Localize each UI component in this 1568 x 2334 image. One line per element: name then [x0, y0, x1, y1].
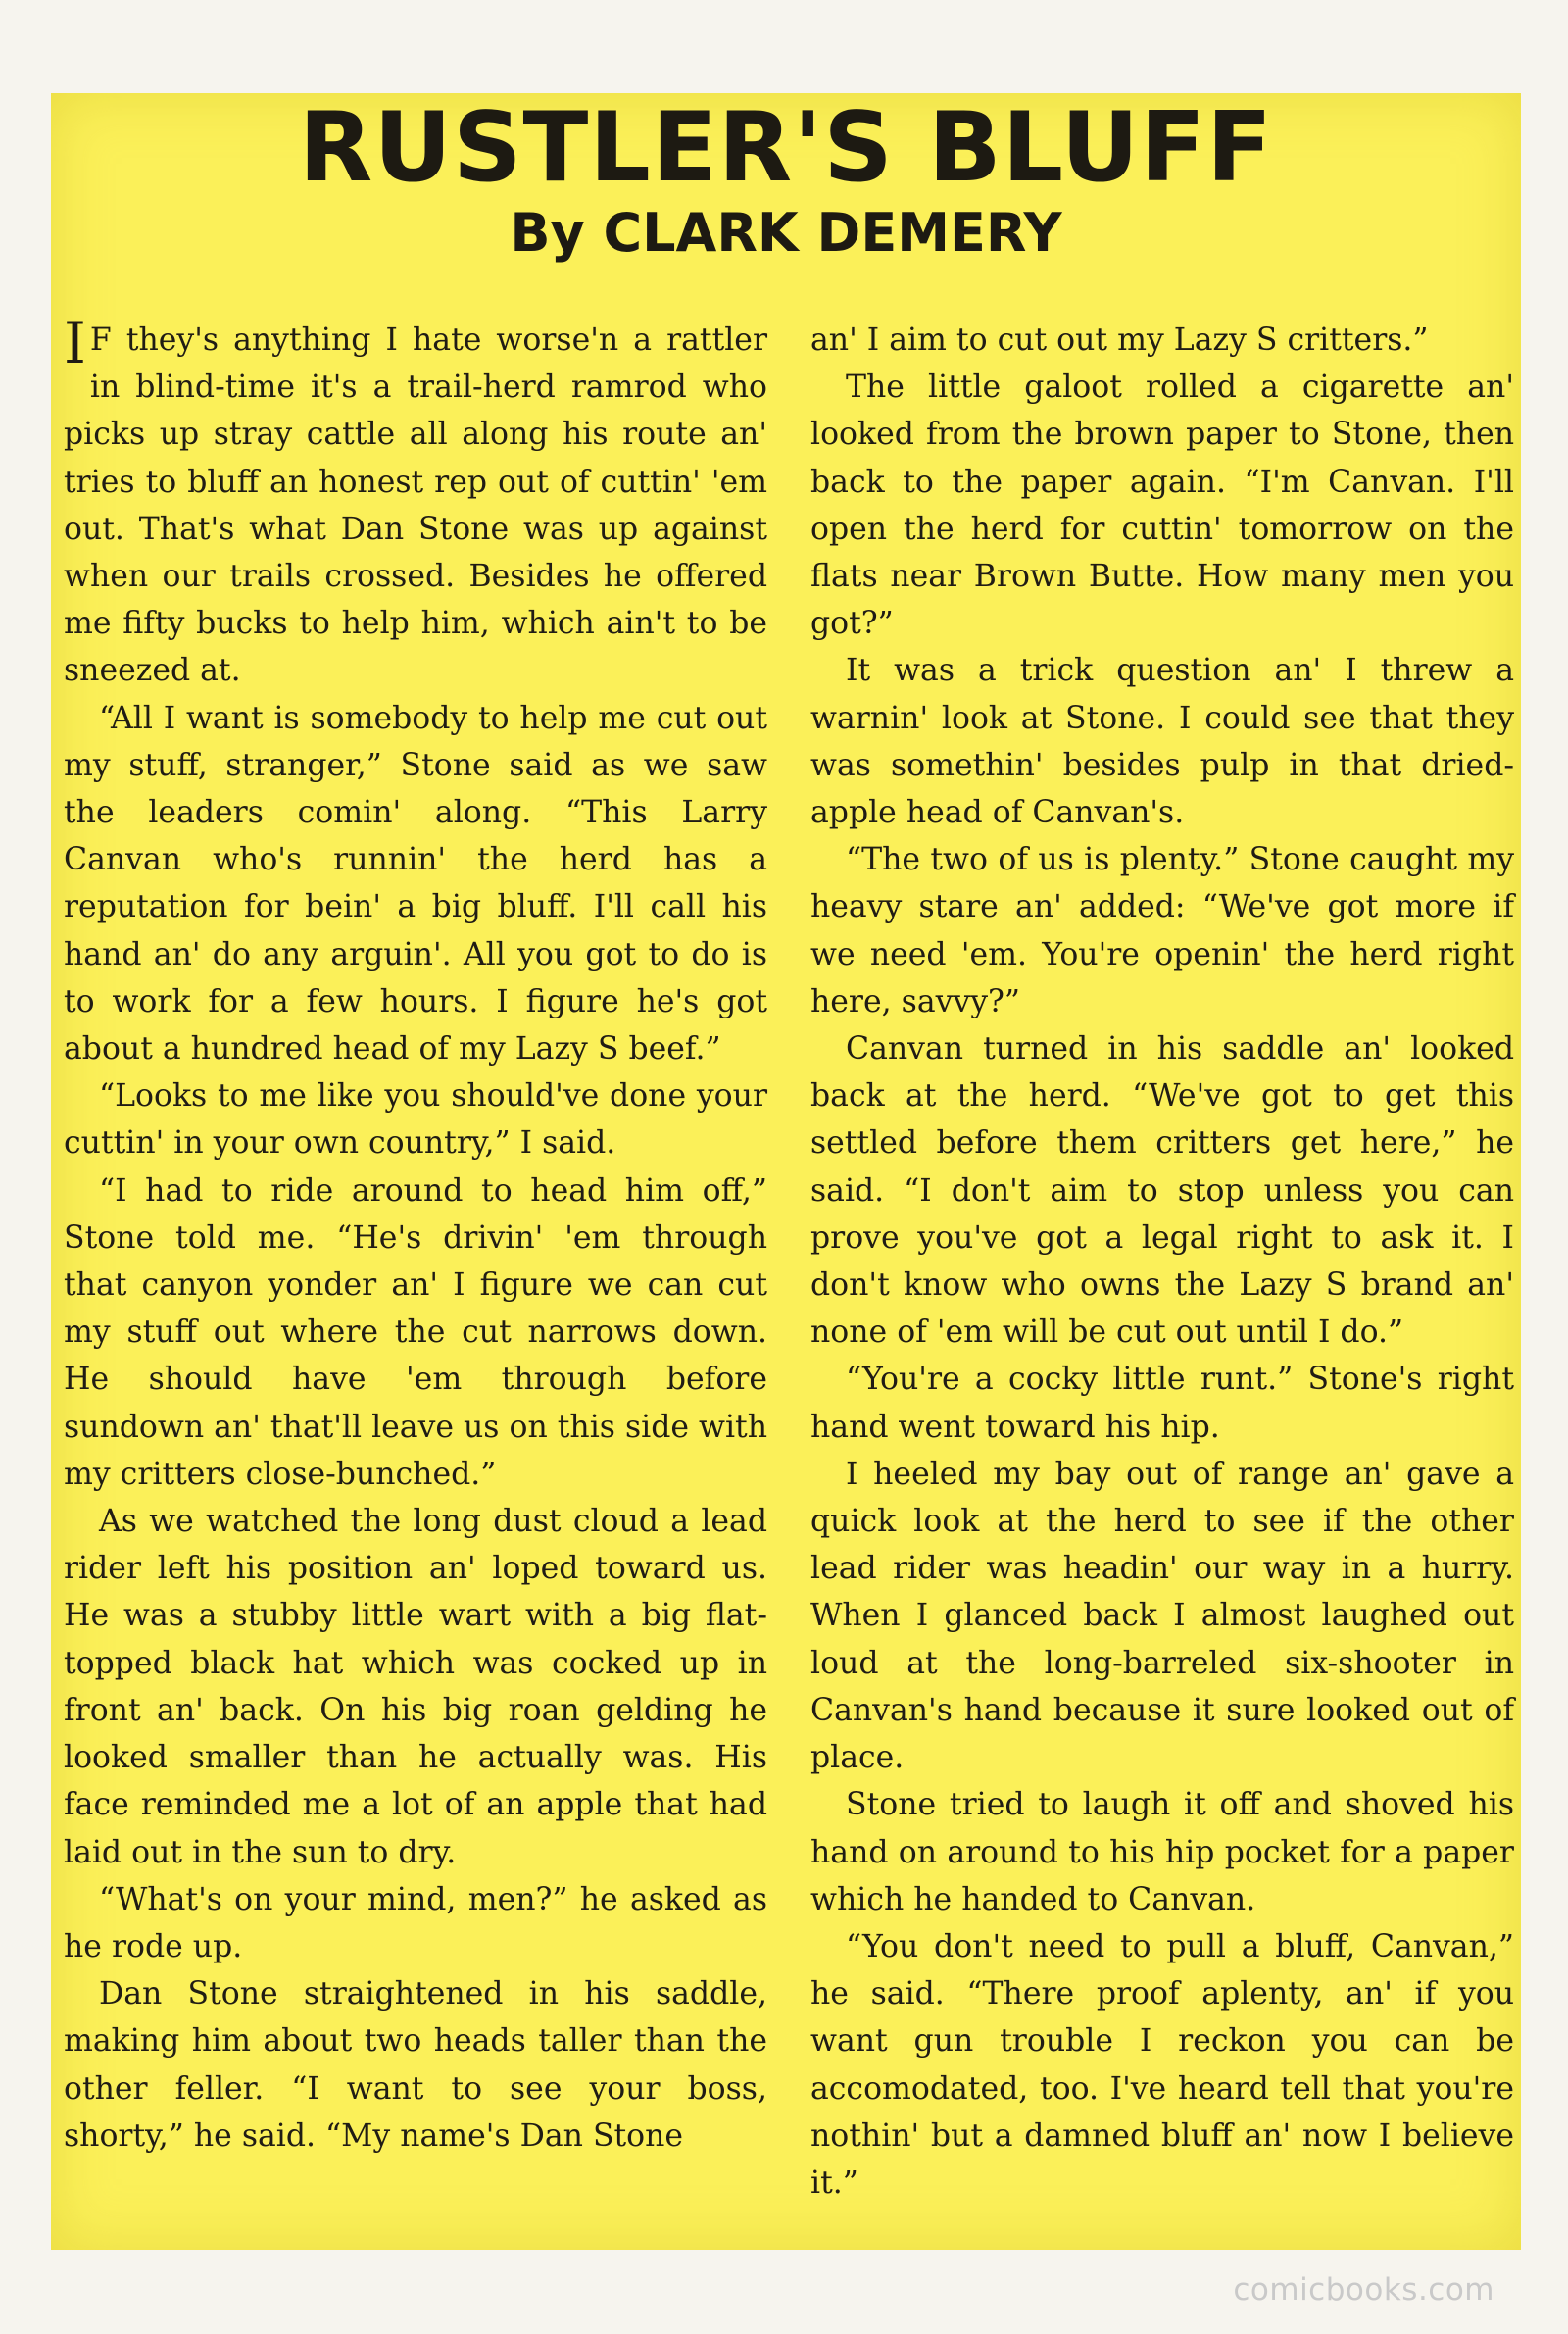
paragraph: “The two of us is plenty.” Stone caught my heavy stare an' added: “We've got more if we need 'em. You're openin' the herd right here, savvy?”	[810, 842, 1514, 1019]
paragraph: Canvan turned in his saddle an' looked back at the herd. “We've got to get this settled before them critters get here,” he said. “I don't aim to stop unless you can prove you've got a legal right to ask it. I don't know who owns the Lazy S brand an' none of 'em will be cut out until I do.”	[810, 1031, 1514, 1351]
paragraph: It was a trick question an' I threw a warnin' look at Stone. I could see that they was somethin' besides pulp in that dried-apple head of Canvan's.	[810, 653, 1514, 831]
paragraph: IF they's anything I hate worse'n a rattler in blind-time it's a trail-herd ramrod who picks up stray cattle all along his route an' tries to bluff an honest rep out of cuttin' 'em out. That's what Dan Stone was up against when our trails crossed. Besides he offered me fifty bucks to help him, which ain't to be sneezed at.	[64, 310, 767, 689]
story-title: RUSTLER'S BLUFF	[298, 92, 1274, 204]
story-byline: By CLARK DEMERY	[510, 202, 1062, 264]
paragraph: “All I want is somebody to help me cut out my stuff, stranger,” Stone said as we saw the leaders comin' along. “This Larry Canvan who's runnin' the herd has a reputation for bein' a big bluff. I'll call his hand an' do any arguin'. All you got to do is to work for a few hours. I figure he's got about a hundred head of my Lazy S beef.”	[64, 700, 767, 1068]
paragraph: As we watched the long dust cloud a lead rider left his position an' loped toward us. He was a stubby little wart with a big flat-topped black hat which was cocked up in front an' back. On his big roan gelding he looked smaller than he actually was. His face reminded me a lot of an apple that had laid out in the sun to dry.	[64, 1504, 767, 1870]
left-column	[64, 310, 767, 2238]
paragraph: I heeled my bay out of range an' gave a quick look at the herd to see if the other lead rider was headin' our way in a hurry. When I glanced back I almost laughed out loud at the long-barreled six-shooter in Canvan's hand because it sure looked out of place.	[810, 1456, 1514, 1776]
paragraph: Stone tried to laugh it off and shoved his hand on around to his hip pocket for a paper which he handed to Canvan.	[810, 1787, 1514, 1917]
watermark: comicbooks.com	[1233, 2272, 1494, 2308]
paragraph: “You don't need to pull a bluff, Canvan,” he said. “There proof aplenty, an' if you want gun trouble I reckon you can be accomodated, too. I've heard tell that you're nothin' but a damned bluff an' now I believe it.”	[810, 1928, 1514, 2201]
paragraph: “You're a cocky little runt.” Stone's right hand went toward his hip.	[810, 1362, 1514, 1445]
paragraph: “What's on your mind, men?” he asked as he rode up.	[64, 1881, 767, 1964]
paragraph: Dan Stone straightened in his saddle, making him about two heads taller than the other feller. “I want to see your boss, shorty,” he said. “My name's Dan Stone	[64, 1976, 767, 2154]
right-column	[810, 317, 1514, 2238]
paragraph: “Looks to me like you should've done your cuttin' in your own country,” I said.	[64, 1078, 767, 1162]
story-page	[51, 93, 1521, 2250]
paragraph: an' I aim to cut out my Lazy S critters.”	[810, 323, 1429, 358]
paragraph: “I had to ride around to head him off,” Stone told me. “He's drivin' 'em through that canyon yonder an' I figure we can cut my stuff out where the cut narrows down. He should have 'em through before sundown an' that'll leave us on this side with my critters close-bunched.”	[64, 1172, 767, 1492]
paragraph: The little galoot rolled a cigarette an' looked from the brown paper to Stone, then back to the paper again. “I'm Canvan. I'll open the herd for cuttin' tomorrow on the flats near Brown Butte. How many men you got?”	[810, 370, 1514, 642]
